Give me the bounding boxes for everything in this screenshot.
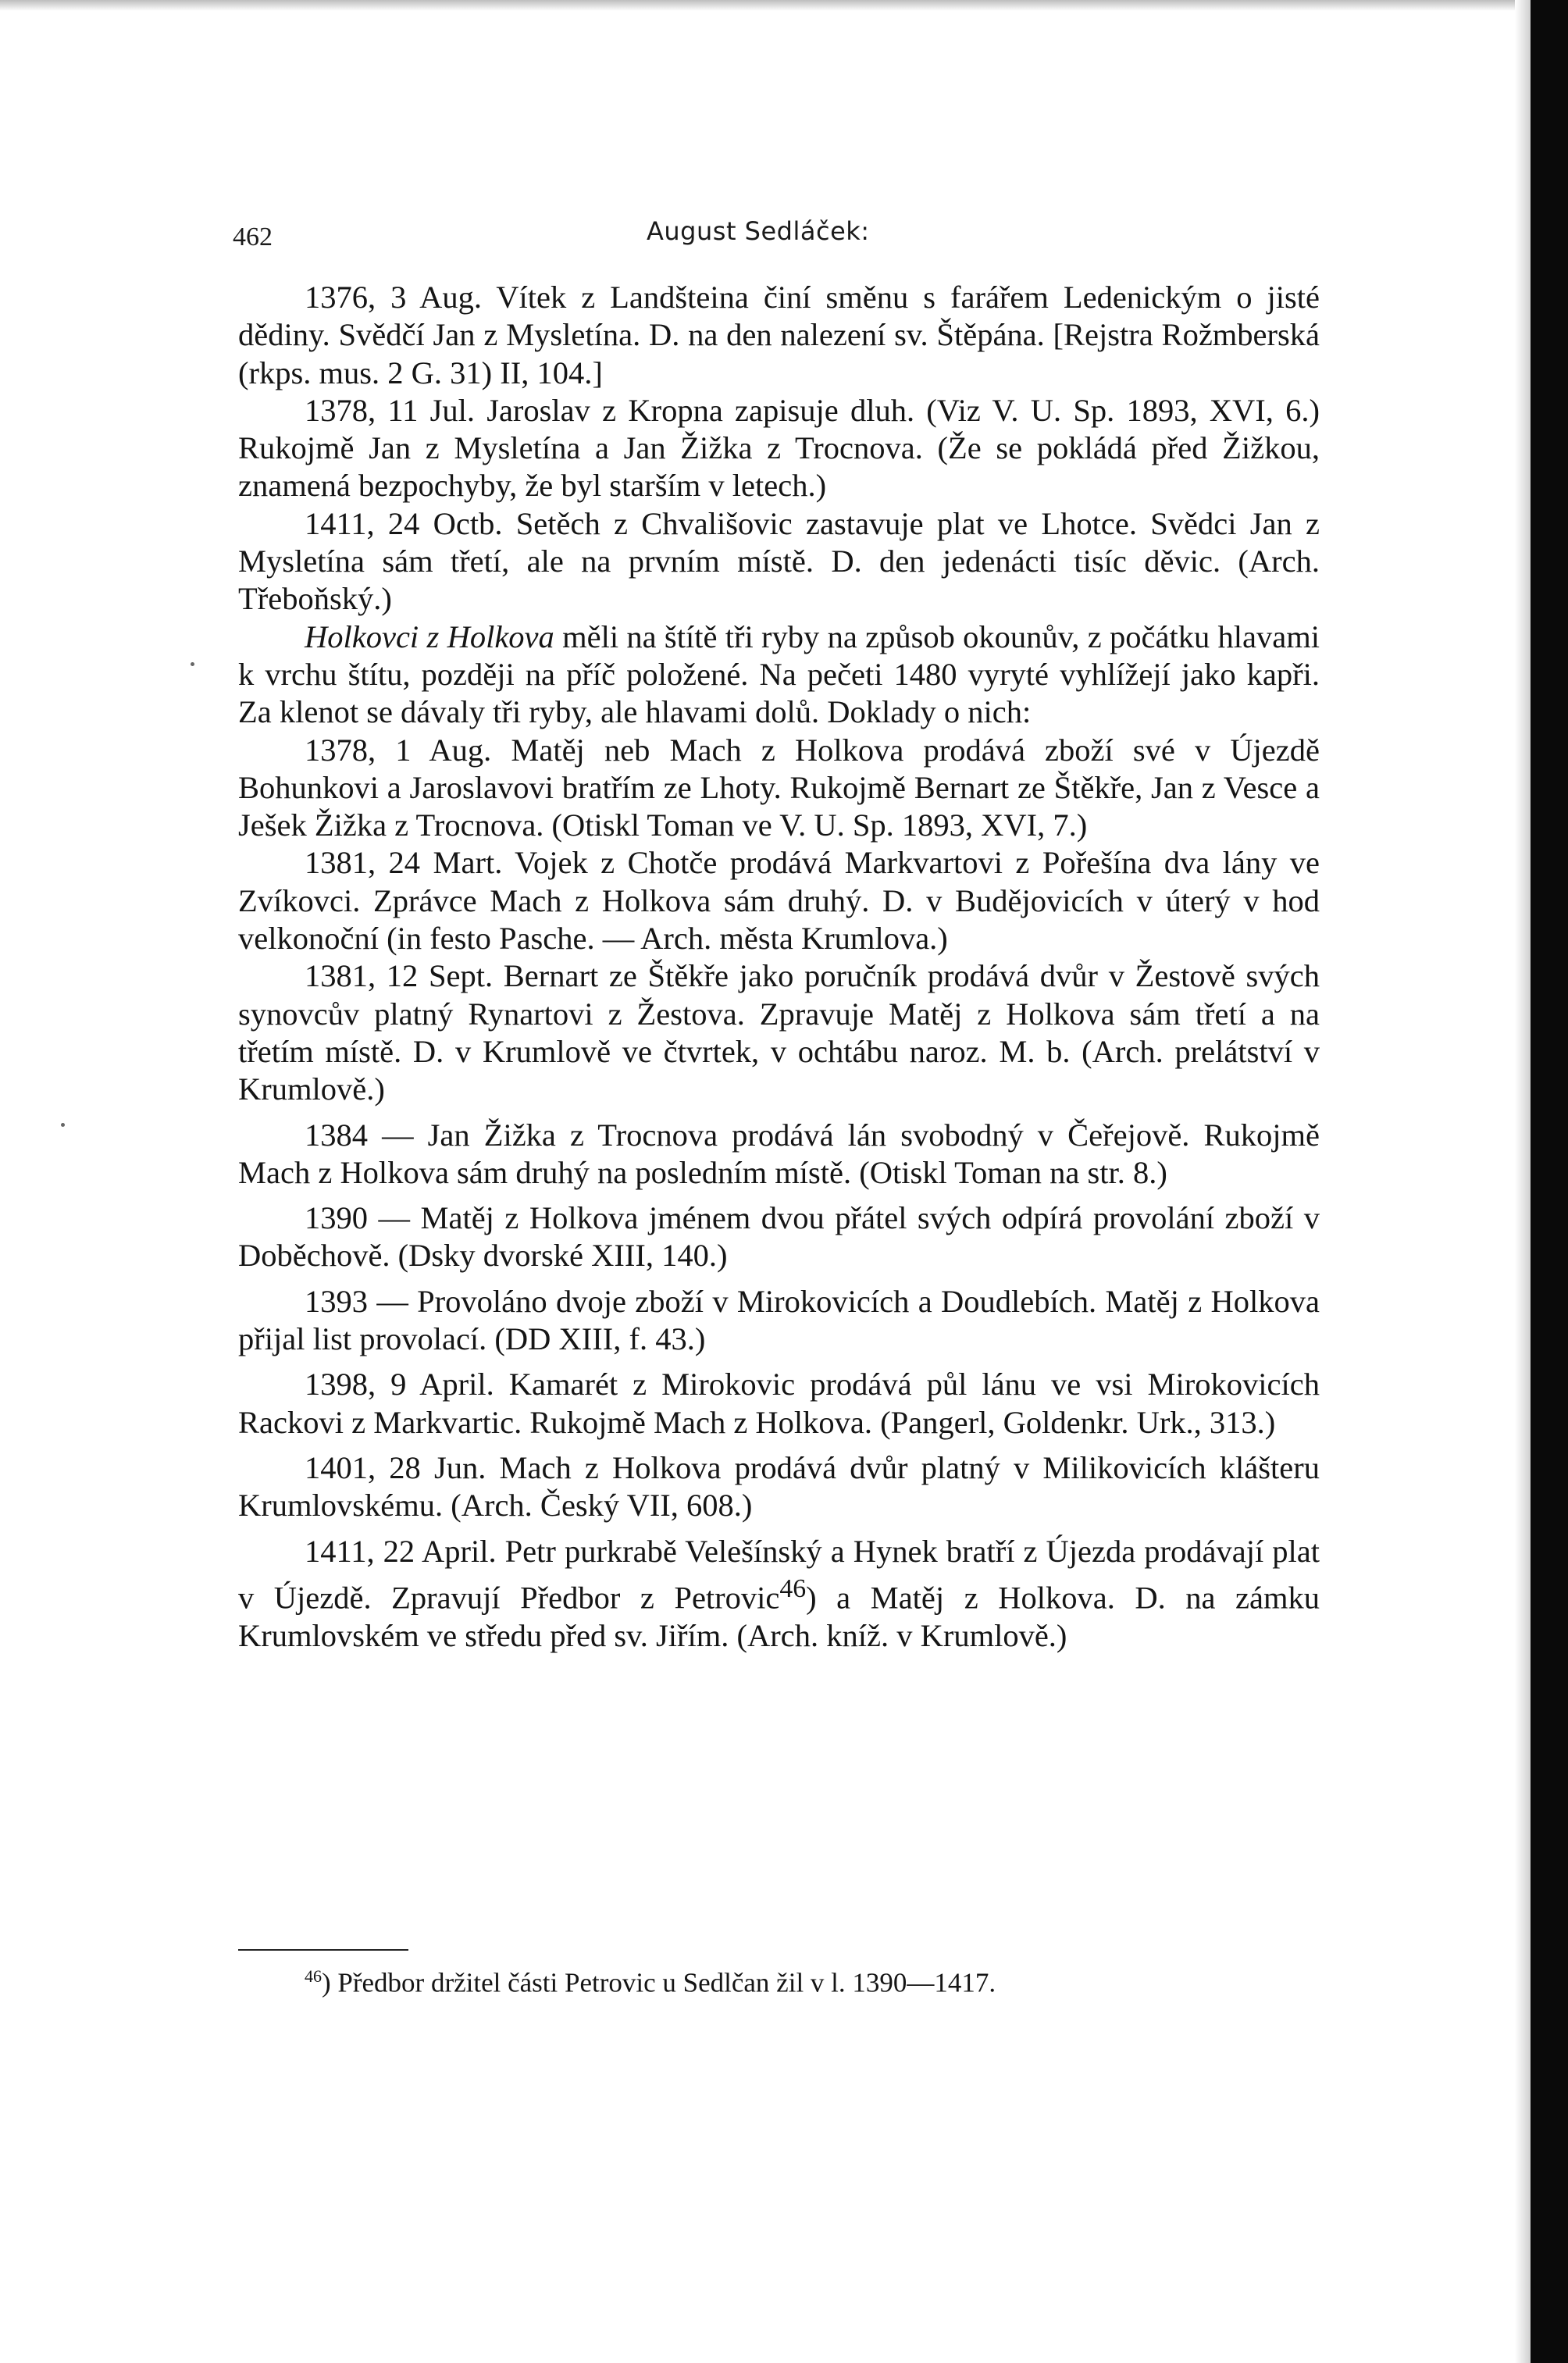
body-text	[238, 279, 1320, 1655]
margin-mark	[191, 662, 194, 666]
holkovci-paragraph	[238, 618, 1320, 732]
footnote-rule	[238, 1949, 408, 1951]
record: 1401, 28 Jun. Mach z Holkova prodává dvůr platný v Milikovicích klášteru Krumlovskému. (Arch. Český VII, 608.)	[238, 1449, 1320, 1524]
page-top-shadow	[0, 0, 1531, 11]
record: 1393 — Provoláno dvoje zboží v Mirokovicích a Doudlebích. Matěj z Holkova přijal list provolací. (DD XIII, f. 43.)	[238, 1283, 1320, 1357]
footnote-text: ) Předbor držitel části Petrovic u Sedlčan žil v l. 1390—1417.	[322, 1967, 996, 1998]
holkovci-text: měli na štítě tři ryby na způsob okounův, z počátku hlavami k vrchu štítu, později na příč položené. Na pečeti 1480 vyryté vyhlížejí jako kapři. Za klenot se dávaly tři ryby, ale hlavami dolů. Doklady o nich:	[238, 618, 1320, 730]
record: 1381, 24 Mart. Vojek z Chotče prodává Markvartovi z Pořešína dva lány ve Zvíkovci. Zprávce Mach z Holkova sám druhý. D. v Budějovicích v úterý v hod velkonoční (in festo Pasche. — Arch. města Krumlova.)	[238, 845, 1320, 957]
record: 1381, 12 Sept. Bernart ze Štěkře jako poručník prodává dvůr v Žestově svých synovcův platný Rynartovi z Žestova. Zpravuje Matěj z Holkova sám třetí a na třetím místě. D. v Krumlově ve čtvrtek, v ochtábu naroz. M. b. (Arch. prelátství v Krumlově.)	[238, 958, 1320, 1107]
family-name: Holkovci z Holkova	[305, 618, 554, 654]
paragraph: 1378, 11 Jul. Jaroslav z Kropna zapisuje dluh. (Viz V. U. Sp. 1893, XVI, 6.) Rukojmě Jan z Mysletína a Jan Žižka z Trocnova. (Že se pokládá před Žižkou, znamená bezpochyby, že byl starším v letech.)	[238, 392, 1320, 504]
page-header	[233, 216, 1326, 263]
record	[238, 1533, 1320, 1655]
record: 1378, 1 Aug. Matěj neb Mach z Holkova prodává zboží své v Újezdě Bohunkovi a Jaroslavovi bratřím ze Lhoty. Rukojmě Bernart ze Štěkře, Jan z Vesce a Ješek Žižka z Trocnova. (Otiskl Toman ve V. U. Sp. 1893, XVI, 7.)	[238, 732, 1320, 843]
page-right-edge	[1515, 0, 1531, 2363]
page-number: 462	[233, 223, 273, 251]
record: 1384 — Jan Žižka z Trocnova prodává lán svobodný v Čeřejově. Rukojmě Mach z Holkova sám druhý na posledním místě. (Otiskl Toman na str. 8.)	[238, 1117, 1320, 1190]
paragraph: 1376, 3 Aug. Vítek z Landšteina činí směnu s farářem Ledenickým o jisté dědiny. Svědčí Jan z Mysletína. D. na den nalezení sv. Štěpána. [Rejstra Rožmberská (rkps. mus. 2 G. 31) II, 104.]	[238, 280, 1320, 390]
paragraph: 1411, 24 Octb. Setěch z Chvališovic zastavuje plat ve Lhotce. Svědci Jan z Mysletína sám třetí, ale na prvním místě. D. den jedenácti tisíc děvic. (Arch. Třeboňský.)	[238, 505, 1320, 617]
footnote	[305, 1959, 1320, 2001]
record-text: ) a Matěj z Holkova. D. na zámku Krumlovském ve středu před sv. Jiřím. (Arch. kníž. v Krumlově.)	[238, 1580, 1320, 1653]
margin-mark	[61, 1123, 65, 1127]
footnote-ref[interactable]: 46	[779, 1574, 807, 1603]
running-head: August Sedláček:	[647, 216, 870, 246]
record: 1390 — Matěj z Holkova jménem dvou přátel svých odpírá provolání zboží v Doběchově. (Dsky dvorské XIII, 140.)	[238, 1200, 1320, 1274]
record: 1398, 9 April. Kamarét z Mirokovic prodává půl lánu ve vsi Mirokovicích Rackovi z Markvartic. Rukojmě Mach z Holkova. (Pangerl, Goldenkr. Urk., 313.)	[238, 1367, 1320, 1440]
record-text: 1411, 22 April. Petr purkrabě Velešínský a Hynek bratří z Újezda prodávají plat v Újezdě. Zpravují Předbor z Petrovic	[238, 1533, 1320, 1616]
footnote-marker: 46	[305, 1966, 322, 1986]
